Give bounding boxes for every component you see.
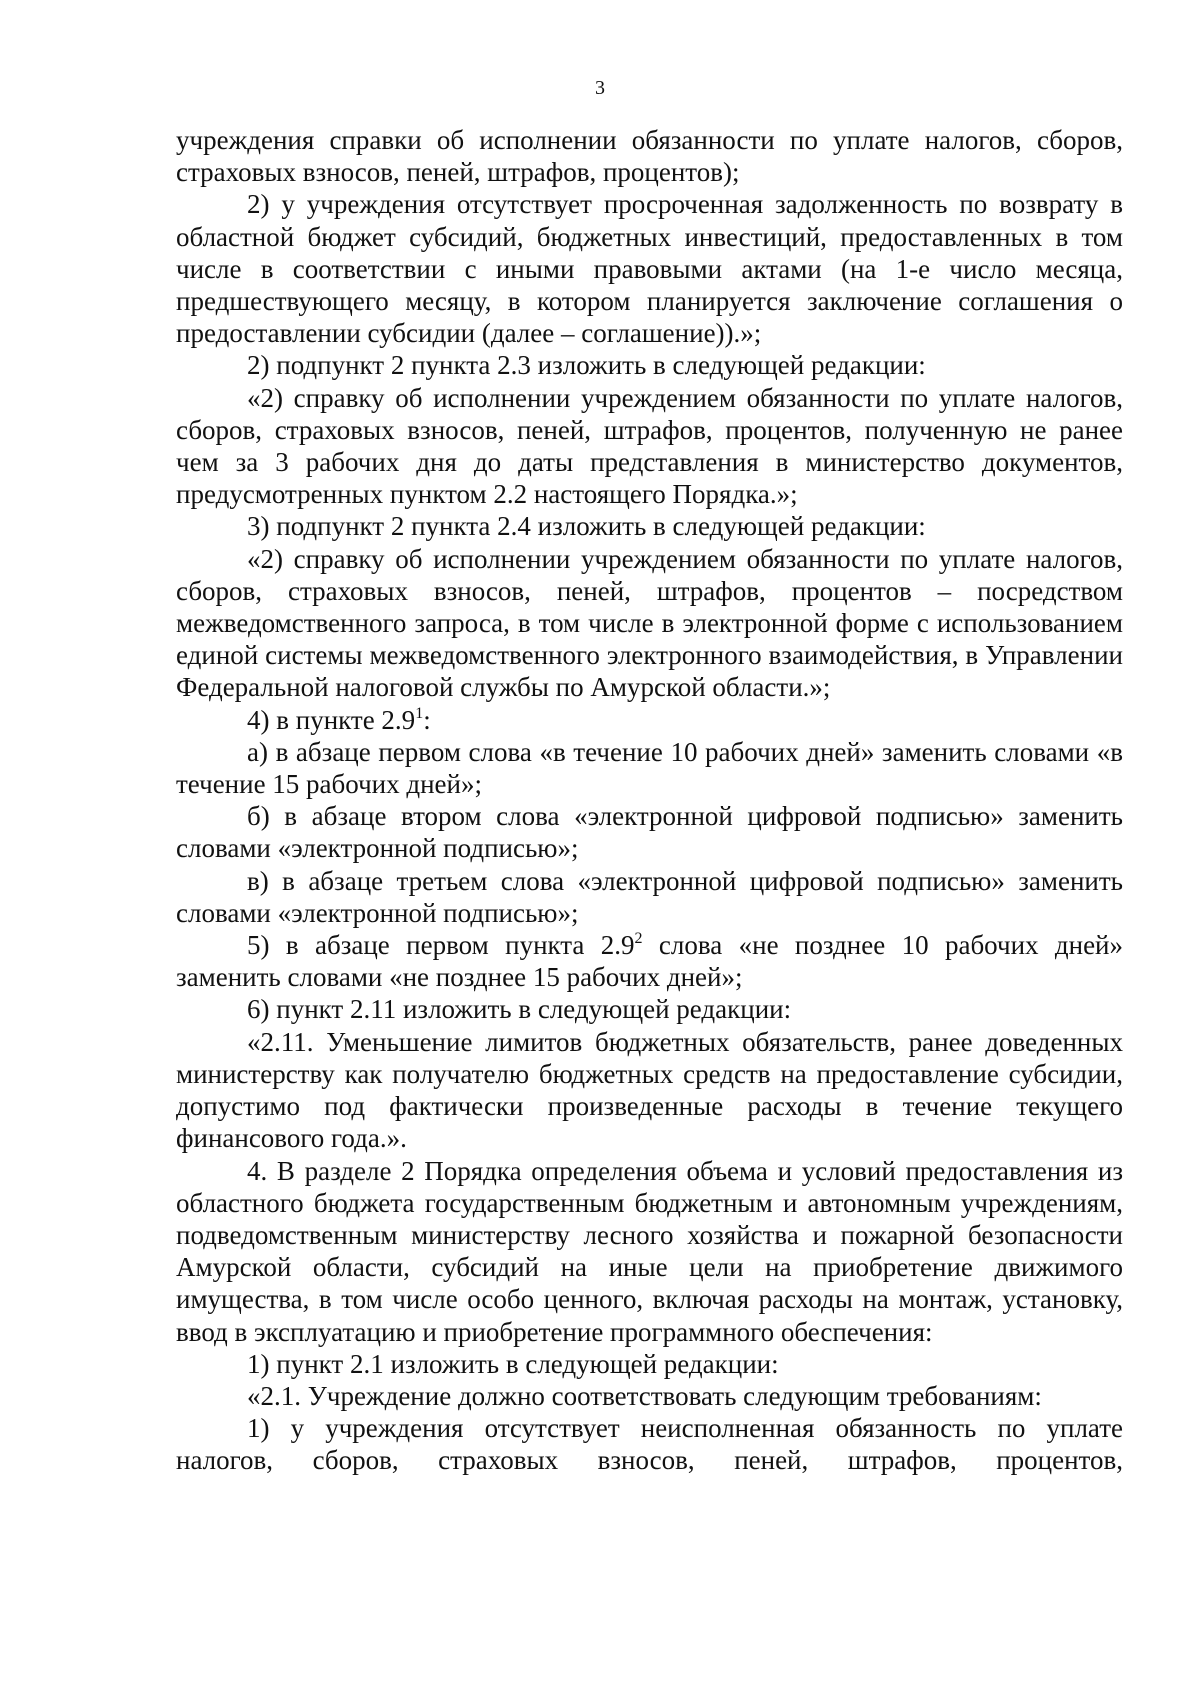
paragraph: 6) пункт 2.11 изложить в следующей редакции: (247, 994, 792, 1025)
superscript: 2 (634, 930, 643, 948)
paragraph (176, 704, 1123, 736)
paragraph: а) в абзаце первом слова «в течение 10 рабочих дней» заменить словами «в течение 15 рабочих дней»; (176, 736, 1123, 800)
paragraph-text: : (423, 704, 431, 735)
paragraph-text: 4) в пункте 2.9 (247, 704, 416, 735)
paragraph: 2) подпункт 2 пункта 2.3 изложить в следующей редакции: (247, 350, 926, 381)
paragraph: «2.11. Уменьшение лимитов бюджетных обязательств, ранее доведенных министерству как получателю бюджетных средств на предоставление субсидии, допустимо под фактически произведенные расходы в течение текущего финансового года.». (176, 1026, 1123, 1154)
paragraph (176, 929, 1123, 993)
paragraph: 1) пункт 2.1 изложить в следующей редакции: (247, 1348, 779, 1379)
paragraph: 2) у учреждения отсутствует просроченная задолженность по возврату в областной бюджет субсидий, бюджетных инвестиций, предоставленных в том числе в соответствии с иными правовыми актами (на 1-е число месяца, предшествующего месяцу, в котором планируется заключение соглашения о предоставлении субсидии (далее – соглашение)).»; (176, 189, 1123, 349)
paragraph: 3) подпункт 2 пункта 2.4 изложить в следующей редакции: (247, 511, 926, 542)
superscript: 1 (415, 704, 424, 722)
paragraph-text: 5) в абзаце первом пункта 2.9 (247, 930, 635, 961)
page-number: 3 (595, 77, 605, 99)
paragraph: б) в абзаце втором слова «электронной цифровой подписью» заменить словами «электронной подписью»; (176, 801, 1123, 864)
paragraph: в) в абзаце третьем слова «электронной цифровой подписью» заменить словами «электронной подписью»; (176, 865, 1123, 928)
paragraph-continuation: учреждения справки об исполнении обязанности по уплате налогов, сборов, страховых взносов, пеней, штрафов, процентов); (176, 125, 1123, 188)
paragraph-truncated: 1) у учреждения отсутствует неисполненная обязанность по уплате налогов, сборов, страховых взносов, пеней, штрафов, процентов, (176, 1413, 1123, 1476)
document-body (176, 124, 1123, 1477)
paragraph: 4. В разделе 2 Порядка определения объема и условий предоставления из областного бюджета государственным бюджетным и автономным учреждениям, подведомственным министерству лесного хозяйства и пожарной безопасности Амурской области, субсидий на иные цели на приобретение движимого имущества, в том числе особо ценного, включая расходы на монтаж, установку, ввод в эксплуатацию и приобретение программного обеспечения: (176, 1155, 1123, 1347)
paragraph: «2) справку об исполнении учреждением обязанности по уплате налогов, сборов, страховых взносов, пеней, штрафов, процентов – посредством межведомственного запроса, в том числе в электронной форме с использованием единой системы межведомственного электронного взаимодействия, в Управлении Федеральной налоговой службы по Амурской области.»; (176, 543, 1123, 703)
paragraph: «2) справку об исполнении учреждением обязанности по уплате налогов, сборов, страховых взносов, пеней, штрафов, процентов, полученную не ранее чем за 3 рабочих дня до даты представления в министерство документов, предусмотренных пунктом 2.2 настоящего Порядка.»; (176, 382, 1123, 510)
paragraph-text: слова «не позднее 10 рабочих дней» заменить словами «не позднее 15 рабочих дней»; (176, 930, 1124, 993)
paragraph: «2.1. Учреждение должно соответствовать следующим требованиям: (247, 1380, 1042, 1411)
